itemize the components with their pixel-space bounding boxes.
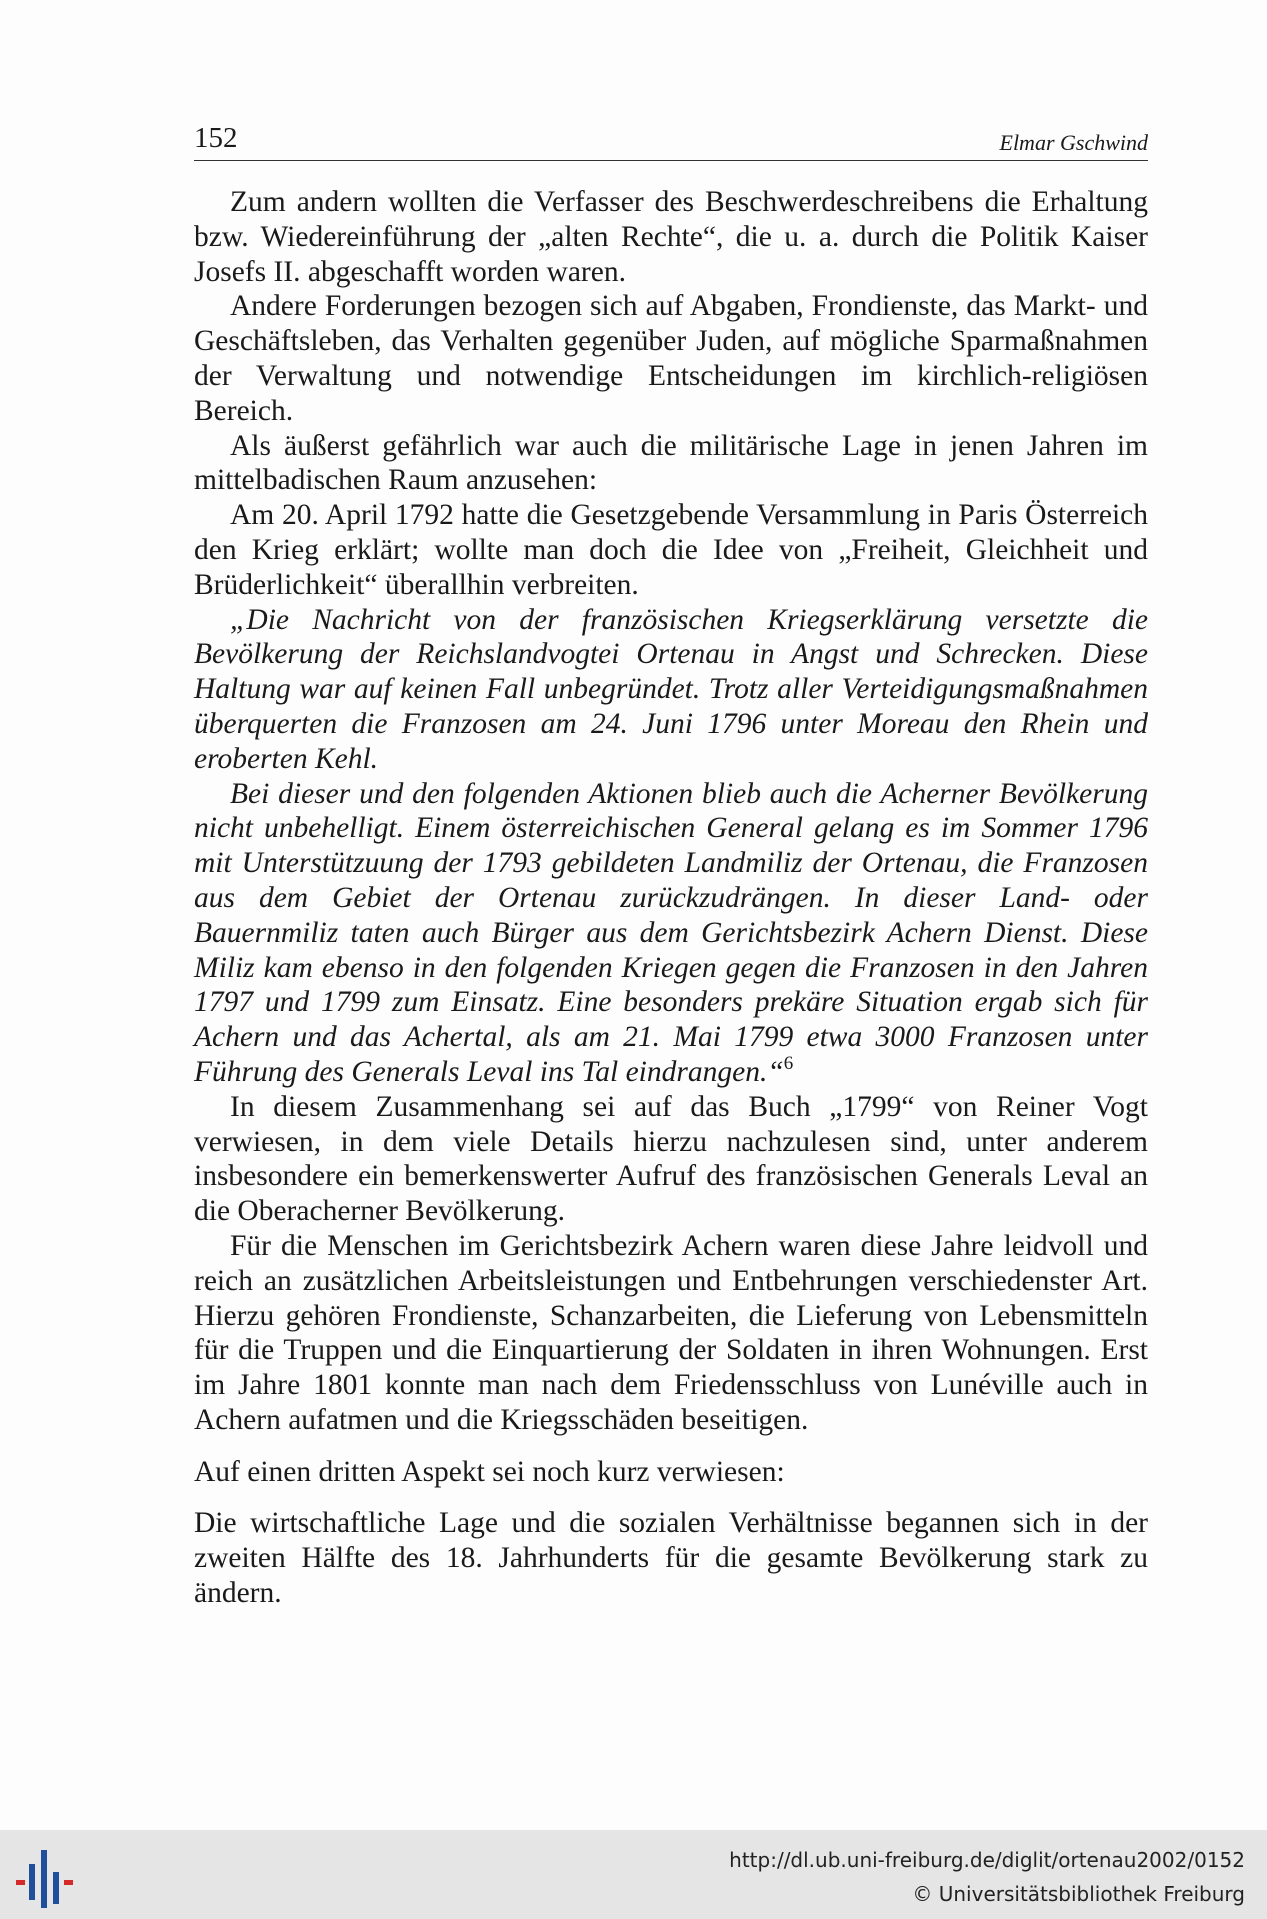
footer-copyright: © Universitätsbibliothek Freiburg [912, 1882, 1245, 1906]
paragraph: Am 20. April 1792 hatte die Gesetzgebende Versammlung in Paris Österreich den Krieg erklärt; wollte man doch die Idee von „Freiheit, Gleichheit und Brüderlichkeit“ überallhin verbreiten. [194, 499, 1148, 601]
quote-paragraph: „Die Nachricht von der französischen Kriegserklärung versetzte die Bevölkerung der Reichslandvogtei Ortenau in Angst und Schrecken. Diese Haltung war auf keinen Fall unbegründet. Trotz aller Verteidigungsmaßnahmen überquerten die Franzosen am 24. Juni 1796 unter Moreau den Rhein und eroberten Kehl. [194, 603, 1148, 775]
paragraph: Die wirtschaftliche Lage und die sozialen Verhältnisse begannen sich in der zweiten Hälfte des 18. Jahrhunderts für die gesamte Bevölkerung stark zu ändern. [194, 1507, 1148, 1610]
running-head: Elmar Gschwind [999, 130, 1148, 155]
paragraph: Zum andern wollten die Verfasser des Beschwerdeschreibens die Erhaltung bzw. Wiedereinführung der „alten Rechte“, die u. a. durch die Politik Kaiser Josefs II. abgeschafft worden waren. [194, 186, 1148, 288]
footer-url-link[interactable]: http://dl.ub.uni-freiburg.de/diglit/ortenau2002/0152 [729, 1848, 1245, 1872]
page-number: 152 [194, 122, 238, 154]
paragraph: Für die Menschen im Gerichtsbezirk Achern waren diese Jahre leidvoll und reich an zusätzlichen Arbeitsleistungen und Entbehrungen verschiedenster Art. Hierzu gehören Frondienste, Schanzarbeiten, die Lieferung von Lebensmitteln für die Truppen und die Einquartierung der Soldaten in ihren Wohnungen. Erst im Jahre 1801 konnte man nach dem Friedensschluss von Lunéville auch in Achern aufatmen und die Kriegsschäden beseitigen. [194, 1229, 1148, 1436]
paragraph: In diesem Zusammenhang sei auf das Buch „1799“ von Reiner Vogt verwiesen, in dem viele Details hierzu nachzulesen sind, unter anderem insbesondere ein bemerkenswerter Aufruf des französischen Generals Leval an die Oberacherner Bevölkerung. [194, 1090, 1148, 1228]
paragraph: Auf einen dritten Aspekt sei noch kurz verwiesen: [194, 1455, 785, 1488]
ub-freiburg-logo-icon [14, 1842, 84, 1908]
paragraph: Andere Forderungen bezogen sich auf Abgaben, Frondienste, das Markt- und Geschäftsleben, das Verhalten gegenüber Juden, auf mögliche Sparmaßnahmen der Verwaltung und notwendige Entscheidungen im kirchlich-religiösen Bereich. [194, 290, 1148, 427]
body-text [194, 185, 1148, 1611]
footer-bar [0, 1830, 1267, 1919]
quote-paragraph-with-footnote [194, 777, 1148, 1090]
quote-text: Bei dieser und den folgenden Aktionen blieb auch die Acherner Bevölkerung nicht unbehelligt. Einem österreichischen General gelang es im Sommer 1796 mit Unterstützuung der 1793 gebildeten Landmiliz der Ortenau, die Franzosen aus dem Gebiet der Ortenau zurückzudrängen. In dieser Land- oder Bauernmiliz taten auch Bürger aus dem Gerichtsbezirk Achern Dienst. Diese Miliz kam ebenso in den folgenden Kriegen gegen die Franzosen in den Jahren 1797 und 1799 zum Einsatz. Eine besonders prekäre Situation ergab sich für Achern und das Achertal, als am 21. Mai 1799 etwa 3000 Franzosen unter Führung des Generals Leval ins Tal eindrangen.“ [194, 777, 1148, 1088]
page-header [194, 118, 1148, 161]
footnote-marker[interactable]: 6 [783, 1052, 794, 1074]
paragraph: Als äußerst gefährlich war auch die militärische Lage in jenen Jahren im mittelbadischen Raum anzusehen: [194, 429, 1148, 497]
